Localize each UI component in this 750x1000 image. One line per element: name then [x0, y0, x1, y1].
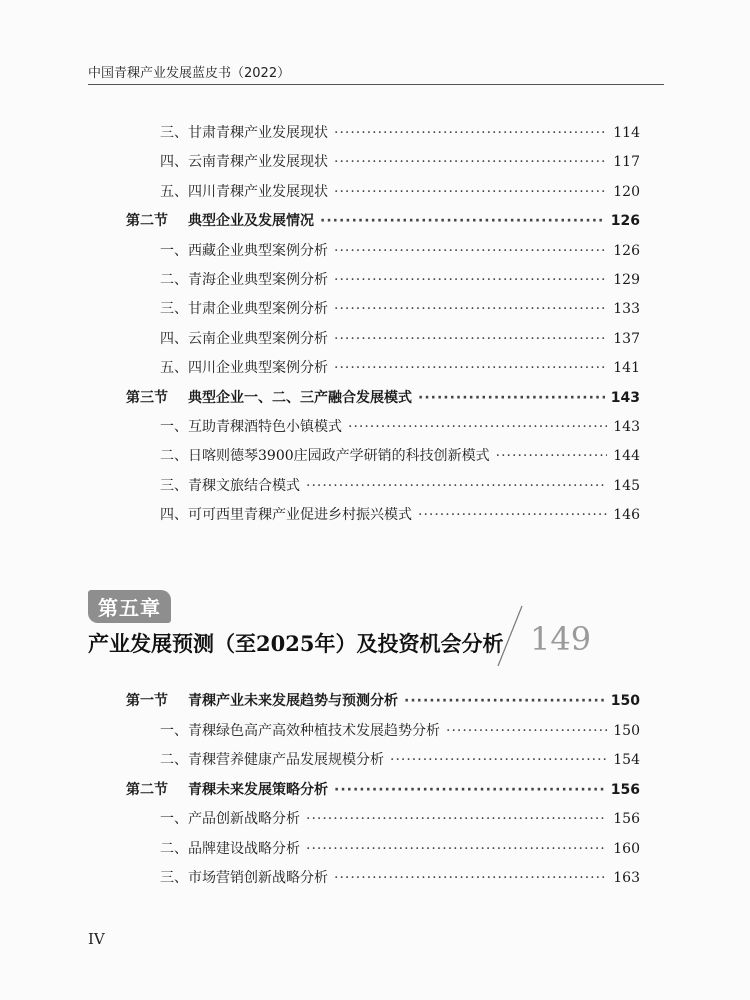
chapter-page-number: 149: [530, 620, 592, 658]
dot-leader: [334, 152, 607, 172]
toc-entry-title: 五、四川企业典型案例分析: [160, 360, 328, 377]
toc-section-number: 第二节: [126, 213, 168, 230]
toc-page-number: 117: [613, 154, 640, 171]
toc-page-number: 154: [613, 752, 640, 768]
toc-page-number: 129: [613, 272, 640, 288]
dot-leader: [334, 329, 607, 349]
toc-subsection-entry[interactable]: [160, 839, 640, 859]
toc-entry-title: 二、品牌建设战略分析: [160, 840, 300, 857]
dot-leader: [306, 839, 607, 859]
toc-entry-title: 三、甘肃青稞产业发展现状: [160, 125, 328, 141]
toc-page-number: 163: [613, 870, 640, 886]
toc-subsection-entry[interactable]: [160, 123, 640, 143]
toc-subsection-entry[interactable]: [160, 446, 640, 466]
toc-subsection-entry[interactable]: [160, 505, 640, 525]
dot-leader: [334, 270, 607, 290]
toc-entry-title: 三、市场营销创新战略分析: [160, 870, 328, 886]
toc-section-entry[interactable]: [126, 780, 640, 800]
toc-entry-title: 二、青海企业典型案例分析: [160, 272, 328, 288]
toc-subsection-entry[interactable]: [160, 358, 640, 378]
toc-entry-title: 三、青稞文旅结合模式: [160, 477, 300, 494]
page-number: IV: [88, 930, 105, 948]
toc-section-label: [126, 691, 398, 711]
toc-page-number: 150: [613, 722, 640, 739]
dot-leader: [390, 750, 607, 770]
toc-entry-title: 四、云南青稞产业发展现状: [160, 154, 328, 171]
running-header: 中国青稞产业发展蓝皮书（2022）: [88, 66, 291, 81]
toc-section-label: [126, 211, 314, 231]
toc-entry-title: 一、互助青稞酒特色小镇模式: [160, 419, 342, 435]
toc-entry-title: 一、产品创新战略分析: [160, 811, 300, 827]
toc-entry-title: 一、西藏企业典型案例分析: [160, 242, 328, 259]
toc-subsection-entry[interactable]: [160, 750, 640, 770]
toc-subsection-entry[interactable]: [160, 241, 640, 261]
dot-leader: [404, 691, 605, 711]
toc-page-number: 143: [613, 419, 640, 435]
chapter-tag: 第五章: [88, 590, 171, 623]
toc-page-number: 150: [610, 693, 640, 709]
toc-page-number: 146: [613, 507, 640, 524]
chapter-title: 产业发展预测（至2025年）及投资机会分析: [88, 631, 504, 656]
toc-subsection-entry[interactable]: [160, 270, 640, 290]
toc-section-label: [126, 780, 328, 800]
toc-section-title: 青稞未来发展策略分析: [188, 781, 328, 798]
toc-page-number: 156: [613, 811, 640, 827]
toc-subsection-entry[interactable]: [160, 182, 640, 202]
toc-entry-title: 二、青稞营养健康产品发展规模分析: [160, 752, 384, 768]
dot-leader: [334, 868, 607, 888]
dot-leader: [446, 721, 607, 741]
toc-section-title: 典型企业及发展情况: [188, 213, 314, 230]
toc-page-number: 141: [613, 360, 640, 377]
toc-entry-title: 四、云南企业典型案例分析: [160, 330, 328, 347]
toc-section-number: 第一节: [126, 693, 168, 709]
dot-leader: [348, 417, 607, 437]
dot-leader: [334, 241, 607, 261]
toc-page-number: 160: [613, 840, 640, 857]
toc-page-number: 145: [613, 477, 640, 494]
dot-leader: [334, 299, 607, 319]
chapter-slash-decoration: [496, 604, 524, 668]
toc-section-number: 第三节: [126, 389, 168, 406]
toc-subsection-entry[interactable]: [160, 721, 640, 741]
toc-section-entry[interactable]: [126, 388, 640, 408]
toc-page-number: 133: [613, 301, 640, 318]
toc-entry-title: 四、可可西里青稞产业促进乡村振兴模式: [160, 507, 412, 524]
toc-page-number: 114: [613, 125, 640, 141]
toc-section-label: [126, 388, 412, 408]
dot-leader: [334, 358, 607, 378]
toc-page-number: 137: [613, 330, 640, 347]
toc-entry-title: 二、日喀则德琴3900庄园政产学研销的科技创新模式: [160, 448, 490, 465]
toc-section-entry[interactable]: [126, 211, 640, 231]
toc-subsection-entry[interactable]: [160, 152, 640, 172]
dot-leader: [496, 446, 608, 466]
toc-section-title: 典型企业一、二、三产融合发展模式: [188, 389, 412, 406]
toc-entry-title: 三、甘肃企业典型案例分析: [160, 301, 328, 318]
dot-leader: [320, 211, 605, 231]
toc-subsection-entry[interactable]: [160, 417, 640, 437]
toc-subsection-entry[interactable]: [160, 809, 640, 829]
toc-page-number: 144: [613, 448, 640, 465]
header-rule: [88, 84, 664, 85]
toc-subsection-entry[interactable]: [160, 299, 640, 319]
toc-section-title: 青稞产业未来发展趋势与预测分析: [188, 693, 398, 709]
toc-page-number: 126: [610, 213, 640, 230]
toc-page-number: 120: [613, 183, 640, 200]
toc-section-entry[interactable]: [126, 691, 640, 711]
toc-subsection-entry[interactable]: [160, 476, 640, 496]
toc-page-number: 126: [613, 242, 640, 259]
toc-page-number: 156: [610, 781, 640, 798]
toc-section-number: 第二节: [126, 781, 168, 798]
dot-leader: [334, 780, 605, 800]
toc-subsection-entry[interactable]: [160, 868, 640, 888]
toc-page-number: 143: [610, 389, 640, 406]
toc-entry-title: 五、四川青稞产业发展现状: [160, 183, 328, 200]
dot-leader: [306, 476, 607, 496]
dot-leader: [418, 505, 607, 525]
dot-leader: [418, 388, 605, 408]
dot-leader: [334, 123, 607, 143]
dot-leader: [306, 809, 607, 829]
dot-leader: [334, 182, 607, 202]
toc-entry-title: 一、青稞绿色高产高效种植技术发展趋势分析: [160, 722, 440, 739]
toc-subsection-entry[interactable]: [160, 329, 640, 349]
